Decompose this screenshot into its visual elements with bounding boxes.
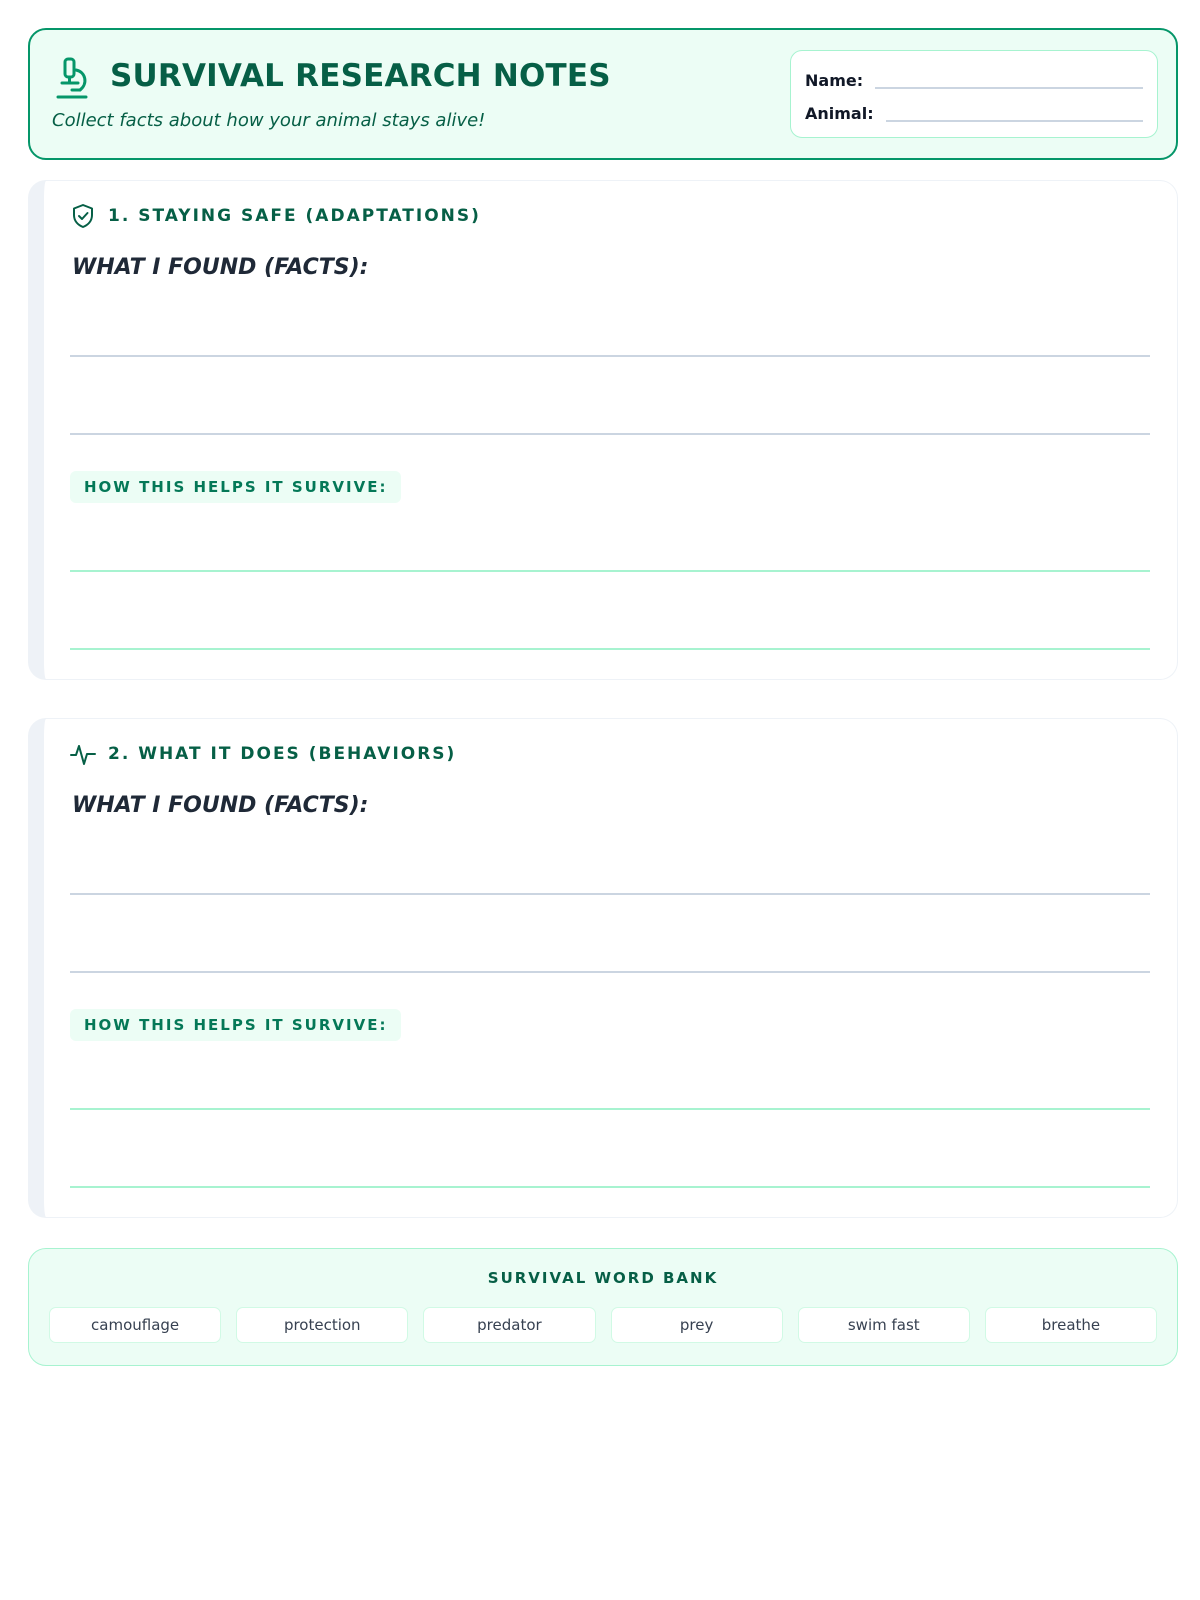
facts-label: WHAT I FOUND (FACTS): — [72, 255, 369, 280]
survival-help-label: HOW THIS HELPS IT SURVIVE: — [70, 1009, 401, 1041]
shield-check-icon — [70, 203, 96, 229]
worksheet-header — [28, 28, 1178, 160]
word-bank-list — [49, 1307, 1157, 1343]
student-info-box — [790, 50, 1158, 138]
section-header — [70, 203, 481, 229]
facts-line[interactable] — [70, 971, 1150, 973]
word-chip: breathe — [985, 1307, 1157, 1343]
survival-line[interactable] — [70, 570, 1150, 572]
word-chip: prey — [611, 1307, 783, 1343]
word-bank-title: SURVIVAL WORD BANK — [487, 1269, 719, 1287]
word-chip: camouflage — [49, 1307, 221, 1343]
microscope-icon — [52, 56, 92, 102]
facts-line[interactable] — [70, 433, 1150, 435]
survival-help-label: HOW THIS HELPS IT SURVIVE: — [70, 471, 401, 503]
animal-field[interactable] — [886, 120, 1143, 122]
facts-line[interactable] — [70, 893, 1150, 895]
survival-line[interactable] — [70, 1108, 1150, 1110]
section-title: 2. WHAT IT DOES (BEHAVIORS) — [108, 744, 457, 764]
word-chip: protection — [236, 1307, 408, 1343]
survival-line[interactable] — [70, 648, 1150, 650]
page-title: SURVIVAL RESEARCH NOTES — [110, 58, 611, 94]
name-row — [805, 65, 1143, 91]
facts-line[interactable] — [70, 355, 1150, 357]
word-chip: swim fast — [798, 1307, 970, 1343]
page-subtitle: Collect facts about how your animal stays alive! — [52, 110, 486, 131]
section-adaptations — [28, 180, 1178, 680]
facts-label: WHAT I FOUND (FACTS): — [72, 793, 369, 818]
word-chip: predator — [423, 1307, 595, 1343]
activity-pulse-icon — [70, 741, 96, 767]
name-label: Name: — [805, 71, 864, 90]
animal-row — [805, 98, 1143, 124]
section-title: 1. STAYING SAFE (ADAPTATIONS) — [108, 206, 481, 226]
word-bank — [28, 1248, 1178, 1366]
survival-line[interactable] — [70, 1186, 1150, 1188]
animal-label: Animal: — [805, 104, 874, 123]
section-behaviors — [28, 718, 1178, 1218]
name-field[interactable] — [875, 87, 1143, 89]
section-header — [70, 741, 456, 767]
